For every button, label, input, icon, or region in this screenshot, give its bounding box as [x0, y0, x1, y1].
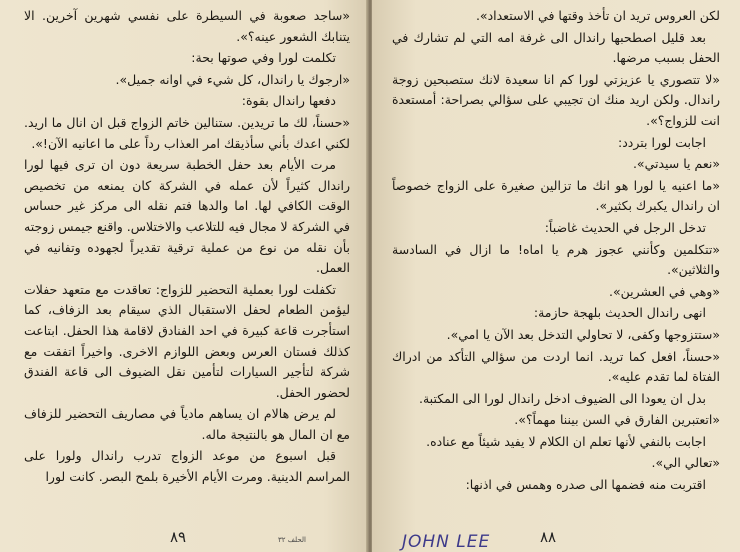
paragraph: «لا تتصوري يا عزيزتي لورا كم انا سعيدة لانك ستصبحين زوجة راندال. ولكن اريد منك ان تجيبي على سؤالي بصراحة: أمستعدة انت للزواج؟». [392, 71, 720, 128]
paragraph: «اتعتبرين الفارق في السن بيننا مهماً؟». [514, 412, 720, 428]
paragraph: دفعها راندال بقوة: [241, 93, 336, 109]
page-footer-code: الحلف ٣٢ [278, 536, 306, 544]
paragraph: «ستتزوجها وكفى، لا تحاولي التدخل بعد الآن يا امي». [446, 326, 720, 342]
right-page-text [392, 6, 720, 497]
paragraph: «ما اعنيه يا لورا هو انك ما تزالين صغيرة على الزواج خصوصاً ان راندال يكبرك بكثير». [392, 177, 720, 214]
paragraph: «ساجد صعوبة في السيطرة على نفسي شهرين آخرين. الا يتنابك الشعور عينه؟». [24, 8, 350, 44]
paragraph: اجابت بالنفي لأنها تعلم ان الكلام لا يفيد شيئاً مع عناده. [426, 433, 706, 449]
paragraph: مرت الأيام بعد حفل الخطبة سريعة دون ان ترى فيها لورا راندال كثيراً لأن عمله في الشركة كان يمنعه من تخصيص الوقت الكافي لها. اما والدها فتم نقله الى مركز غير حساس في الشركة لا مجال فيه للتلاعب والاختلاس. واقنع جيمس زوجته بأن نقله من نوع من عملية ترقية تقديراً لجهوده وتفانيه في العمل. [24, 157, 350, 276]
paragraph: تكفلت لورا بعملية التحضير للزواج: تعاقدت مع متعهد حفلات ليؤمن الطعام لحفل الاستقبال الذي سيقام بعد الزفاف، كما استأجرت قاعة كبيرة في احد الفنادق لاقامة هذا الحفل. ابتاعت كذلك فستان العرس وبعض اللوازم الاخرى. واخيراً اتفقت مع شركة لتأجير السيارات لتأمين نقل الضيوف الى قاعة الفندق لحضور الحفل. [24, 281, 350, 400]
paragraph: بدل ان يعودا الى الضيوف ادخل راندال لورا الى المكتبة. [419, 390, 706, 406]
paragraph: لم يرض هالام ان يساهم مادياً في مصاريف التحضير للزفاف مع ان المال هو بالنتيجة ماله. [24, 406, 350, 442]
paragraph: قبل اسبوع من موعد الزواج تدرب راندال ولورا على المراسم الدينية. ومرت الأيام الأخيرة بلمح البصر. كانت لورا [24, 448, 350, 485]
paragraph: اجابت لورا بتردد: [618, 134, 706, 150]
paragraph: تكلمت لورا وفي صوتها بحة: [191, 50, 336, 66]
paragraph: «تعالي الي». [651, 455, 720, 471]
paragraph: «وهي في العشرين». [608, 283, 720, 299]
paragraph: «حسناً، افعل كما تريد. انما اردت من سؤالي التأكد من ادراك الفتاة لما تقدم عليه». [392, 348, 720, 385]
left-page [0, 0, 368, 552]
paragraph: لكن العروس تريد ان تأخذ وقتها في الاستعداد». [475, 8, 720, 23]
paragraph: «حسناً، لك ما تريدين. ستنالين خاتم الزواج قبل ان انال ما اريد. لكني اعدك بأني سأذيقك امر العذاب رداً على ما اعانيه الآن!». [24, 114, 350, 151]
page-number: ٨٨ [540, 528, 557, 546]
paragraph: «نعم يا سيدتي». [632, 156, 720, 172]
paragraph: انهى راندال الحديث بلهجة حازمة: [533, 305, 706, 321]
paragraph: «تتكلمين وكأنني عجوز هرم يا اماه! ما ازال في السادسة والثلاثين». [392, 241, 720, 278]
paragraph: بعد قليل اصطحبها راندال الى غرفة امه التي لم تشارك في الحفل بسبب مرضها. [392, 29, 720, 66]
left-page-text [24, 6, 350, 489]
paragraph: تدخل الرجل في الحديث غاضباً: [544, 219, 706, 235]
watermark: JOHN LEE [402, 532, 491, 552]
right-page [372, 0, 740, 552]
paragraph: «ارجوك يا راندال، كل شيء في اوانه جميل». [115, 71, 350, 87]
paragraph: اقتربت منه فضمها الى صدره وهمس في اذنها: [465, 477, 706, 493]
page-number: ٨٩ [170, 528, 187, 546]
